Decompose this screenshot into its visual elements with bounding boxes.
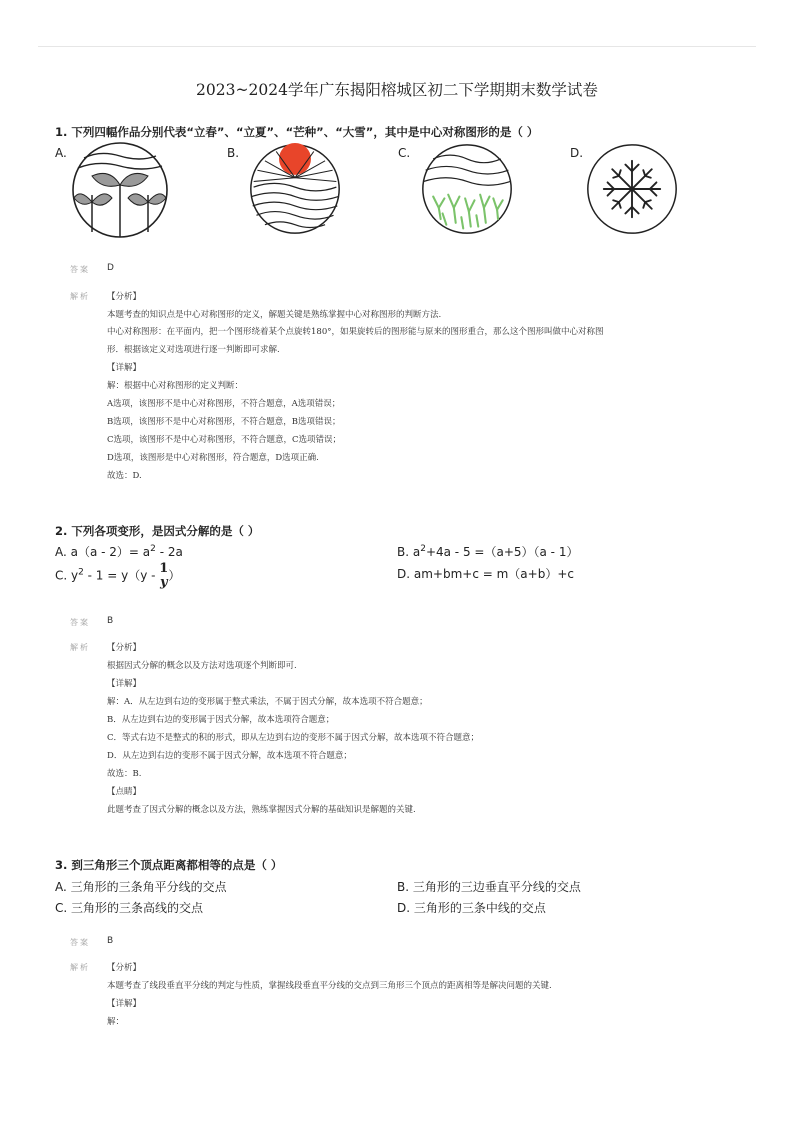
q1-figure-b-summer (248, 142, 342, 236)
q1-figure-d-snow (585, 142, 679, 236)
q2-answer-value: B (107, 616, 114, 626)
q2-option-c-text: C. y (55, 568, 79, 583)
q2-option-b[interactable] (397, 543, 578, 560)
q2-line: 故选：B. (107, 769, 142, 779)
q1-letter-b: B. (227, 146, 240, 160)
q2-option-c-fraction (159, 562, 168, 590)
q1-analysis-label: 解析 (70, 292, 90, 301)
q2-option-a-text: A. a（a - 2）= a (55, 545, 151, 559)
q3-analysis-label: 解析 (70, 963, 90, 972)
q2-option-b-sup: 2 (420, 544, 426, 554)
q2-option-a[interactable] (55, 543, 183, 560)
q2-option-c-text-mid: - 1 = y（y - (83, 568, 160, 583)
q1-letter-d: D. (570, 146, 584, 160)
q1-line: B选项，该图形不是中心对称图形，不符合题意，B选项错误； (107, 417, 341, 427)
page-title: 2023~2024学年广东揭阳榕城区初二下学期期末数学试卷 (196, 81, 598, 99)
fraction-denominator: y (160, 575, 168, 590)
q1-letter-a: A. (55, 146, 67, 160)
q2-option-c-sup: 2 (78, 567, 84, 578)
q3-line: 【详解】 (107, 999, 142, 1009)
q2-option-a-text-end: - 2a (155, 545, 183, 559)
q1-stem: 1. 下列四幅作品分别代表“立春”、“立夏”、“芒种”、“大雪”，其中是中心对称图形的是（ ） (55, 125, 539, 139)
q2-option-a-sup: 2 (150, 544, 156, 554)
q2-line: 【分析】 (107, 643, 142, 653)
q2-line: D．从左边到右边的变形不属于因式分解，故本选项不符合题意； (107, 751, 352, 761)
q3-line: 解： (107, 1017, 125, 1027)
top-rule (38, 46, 756, 47)
q2-line: C．等式右边不是整式的积的形式，即从左边到右边的变形不属于因式分解，故本选项不符合题意； (107, 733, 480, 743)
q2-line: 【详解】 (107, 679, 142, 689)
q2-option-c[interactable] (55, 562, 180, 590)
q2-line: B．从左边到右边的变形属于因式分解，故本选项符合题意； (107, 715, 335, 725)
q3-answer-value: B (107, 936, 114, 946)
q2-line: 【点睛】 (107, 787, 142, 797)
q2-stem: 2. 下列各项变形，是因式分解的是（ ） (55, 524, 260, 538)
q1-line: D选项，该图形是中心对称图形，符合题意，D选项正确. (107, 453, 319, 463)
fraction-numerator: 1 (159, 561, 169, 576)
q1-line: 形．根据该定义对选项进行逐一判断即可求解. (107, 345, 280, 355)
q2-option-c-text-end: ） (168, 568, 181, 583)
q1-line: 解：根据中心对称图形的定义判断： (107, 381, 244, 391)
q2-analysis-label: 解析 (70, 643, 90, 652)
q3-option-d[interactable]: D. 三角形的三条中线的交点 (397, 901, 546, 915)
q2-line: 此题考查了因式分解的概念以及方法，熟练掌握因式分解的基础知识是解题的关键. (107, 805, 416, 815)
q2-option-b-text-end: +4a - 5 =（a+5）（a - 1） (425, 545, 579, 559)
q1-letter-c: C. (398, 146, 411, 160)
q1-figure-a-spring (70, 140, 170, 240)
q1-line: 【分析】 (107, 292, 142, 302)
q2-option-b-text: B. a (397, 545, 421, 559)
q2-answer-label: 答案 (70, 618, 90, 627)
q1-line: 中心对称图形：在平面内，把一个图形绕着某个点旋转180°，如果旋转后的图形能与原来的图形重合，那么这个图形叫做中心对称图 (107, 327, 604, 337)
q3-option-a[interactable]: A. 三角形的三条角平分线的交点 (55, 880, 227, 894)
q1-answer-label: 答案 (70, 265, 90, 274)
q3-option-c[interactable]: C. 三角形的三条高线的交点 (55, 901, 204, 915)
q2-line: 根据因式分解的概念以及方法对选项逐个判断即可. (107, 661, 297, 671)
q3-stem: 3. 到三角形三个顶点距离都相等的点是（ ） (55, 858, 283, 872)
q3-answer-label: 答案 (70, 938, 90, 947)
q1-line: 【详解】 (107, 363, 142, 373)
q2-option-d[interactable]: D. am+bm+c = m（a+b）+c (397, 567, 574, 581)
q1-line: A选项，该图形不是中心对称图形，不符合题意，A选项错误； (107, 399, 341, 409)
q1-line: 故选：D. (107, 471, 142, 481)
q1-answer-value: D (107, 263, 114, 273)
q1-line: C选项，该图形不是中心对称图形，不符合题意，C选项错误； (107, 435, 342, 445)
q3-line: 本题考查了线段垂直平分线的判定与性质，掌握线段垂直平分线的交点到三角形三个顶点的距离相等是解决问题的关键. (107, 981, 552, 991)
q1-line: 本题考查的知识点是中心对称图形的定义，解题关键是熟练掌握中心对称图形的判断方法. (107, 310, 442, 320)
q2-line: 解：A．从左边到右边的变形属于整式乘法，不属于因式分解，故本选项不符合题意； (107, 697, 428, 707)
q3-option-b[interactable]: B. 三角形的三边垂直平分线的交点 (397, 880, 581, 894)
q1-figure-c-grain (420, 142, 514, 236)
q3-line: 【分析】 (107, 963, 142, 973)
